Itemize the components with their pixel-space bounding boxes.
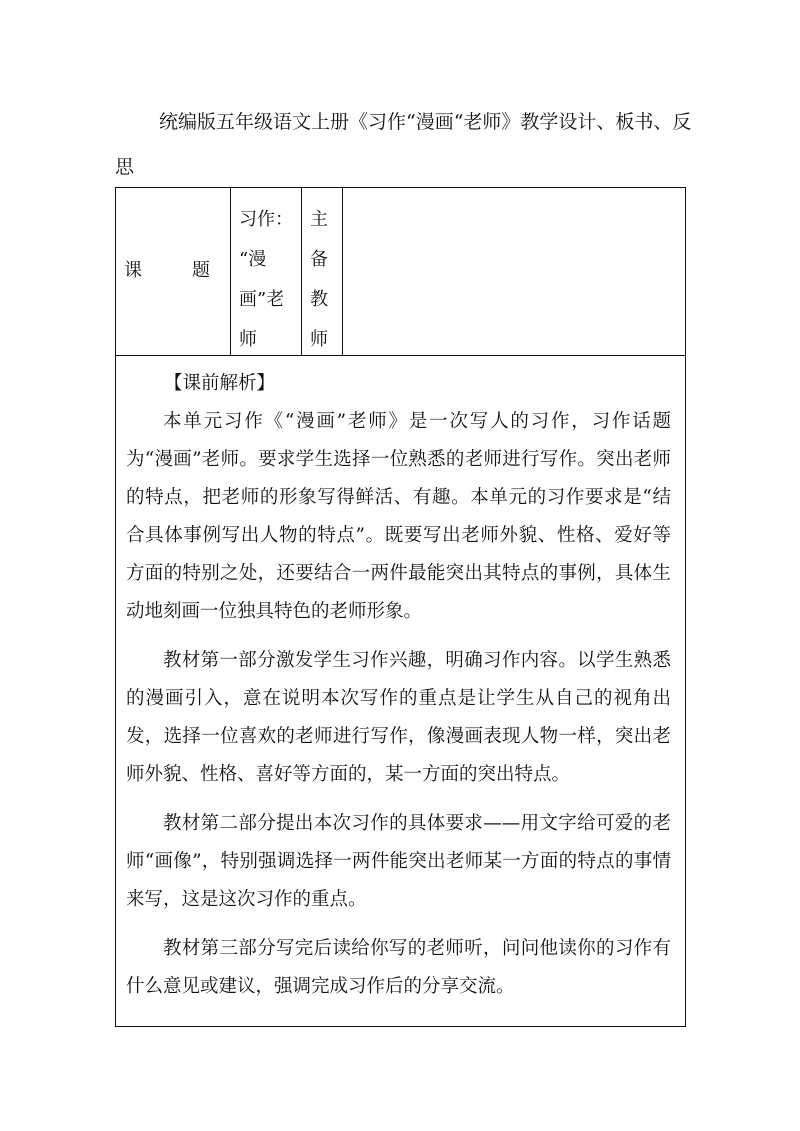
analysis-paragraph: 教材第一部分激发学生习作兴趣，明确习作内容。以学生熟悉的漫画引入，意在说明本次写作的重点是让学生从自己的视角出发，选择一位喜欢的老师进行写作，像漫画表现人物一样，突出老师外貌、性格、喜好等方面的，某一方面的突出特点。 <box>126 650 671 785</box>
preparer-value-cell <box>343 188 685 355</box>
preparer-char: 师 <box>310 329 328 350</box>
preparer-label <box>308 200 330 360</box>
preparer-char: 教 <box>310 289 328 310</box>
lesson-table <box>115 187 686 1027</box>
section-heading: 【课前解析】 <box>164 373 276 394</box>
topic-label-cell <box>116 188 231 355</box>
topic-line: “漫 <box>239 249 267 270</box>
preparer-char: 主 <box>310 209 328 230</box>
analysis-paragraph: 教材第三部分写完后读给你写的老师听，问问他读你的习作有什么意见或建议，强调完成习作后的分享交流。 <box>126 938 671 997</box>
analysis-paragraph: 教材第二部分提出本次习作的具体要求——用文字给可爱的老师“画像”，特别强调选择一两件能突出老师某一方面的特点的事情来写，这是这次习作的重点。 <box>126 813 671 910</box>
document-title: 统编版五年级语文上册《习作“漫画“老师》教学设计、板书、反思 <box>115 111 692 178</box>
topic-value-cell <box>231 188 302 355</box>
topic-label-char-2: 题 <box>192 260 212 281</box>
topic-line: 师 <box>239 329 257 350</box>
table-header-row <box>116 188 685 356</box>
preparer-label-cell <box>302 188 343 355</box>
analysis-section <box>116 355 685 1017</box>
topic-label-char-1: 课 <box>124 260 144 281</box>
preparer-char: 备 <box>310 249 328 270</box>
topic-value <box>239 200 299 360</box>
topic-label <box>124 256 212 282</box>
analysis-paragraph: 本单元习作《“漫画”老师》是一次写人的习作，习作话题为“漫画”老师。要求学生选择一位熟悉的老师进行写作。突出老师的特点，把老师的形象写得鲜活、有趣。本单元的习作要求是“结合具体事例写出人物的特点”。既要写出老师外貌、性格、爱好等方面的特别之处，还要结合一两件最能突出其特点的事例，具体生动地刻画一位独具特色的老师形象。 <box>126 411 671 622</box>
topic-line: 习作： <box>239 209 293 230</box>
topic-line: 画”老 <box>239 289 285 310</box>
